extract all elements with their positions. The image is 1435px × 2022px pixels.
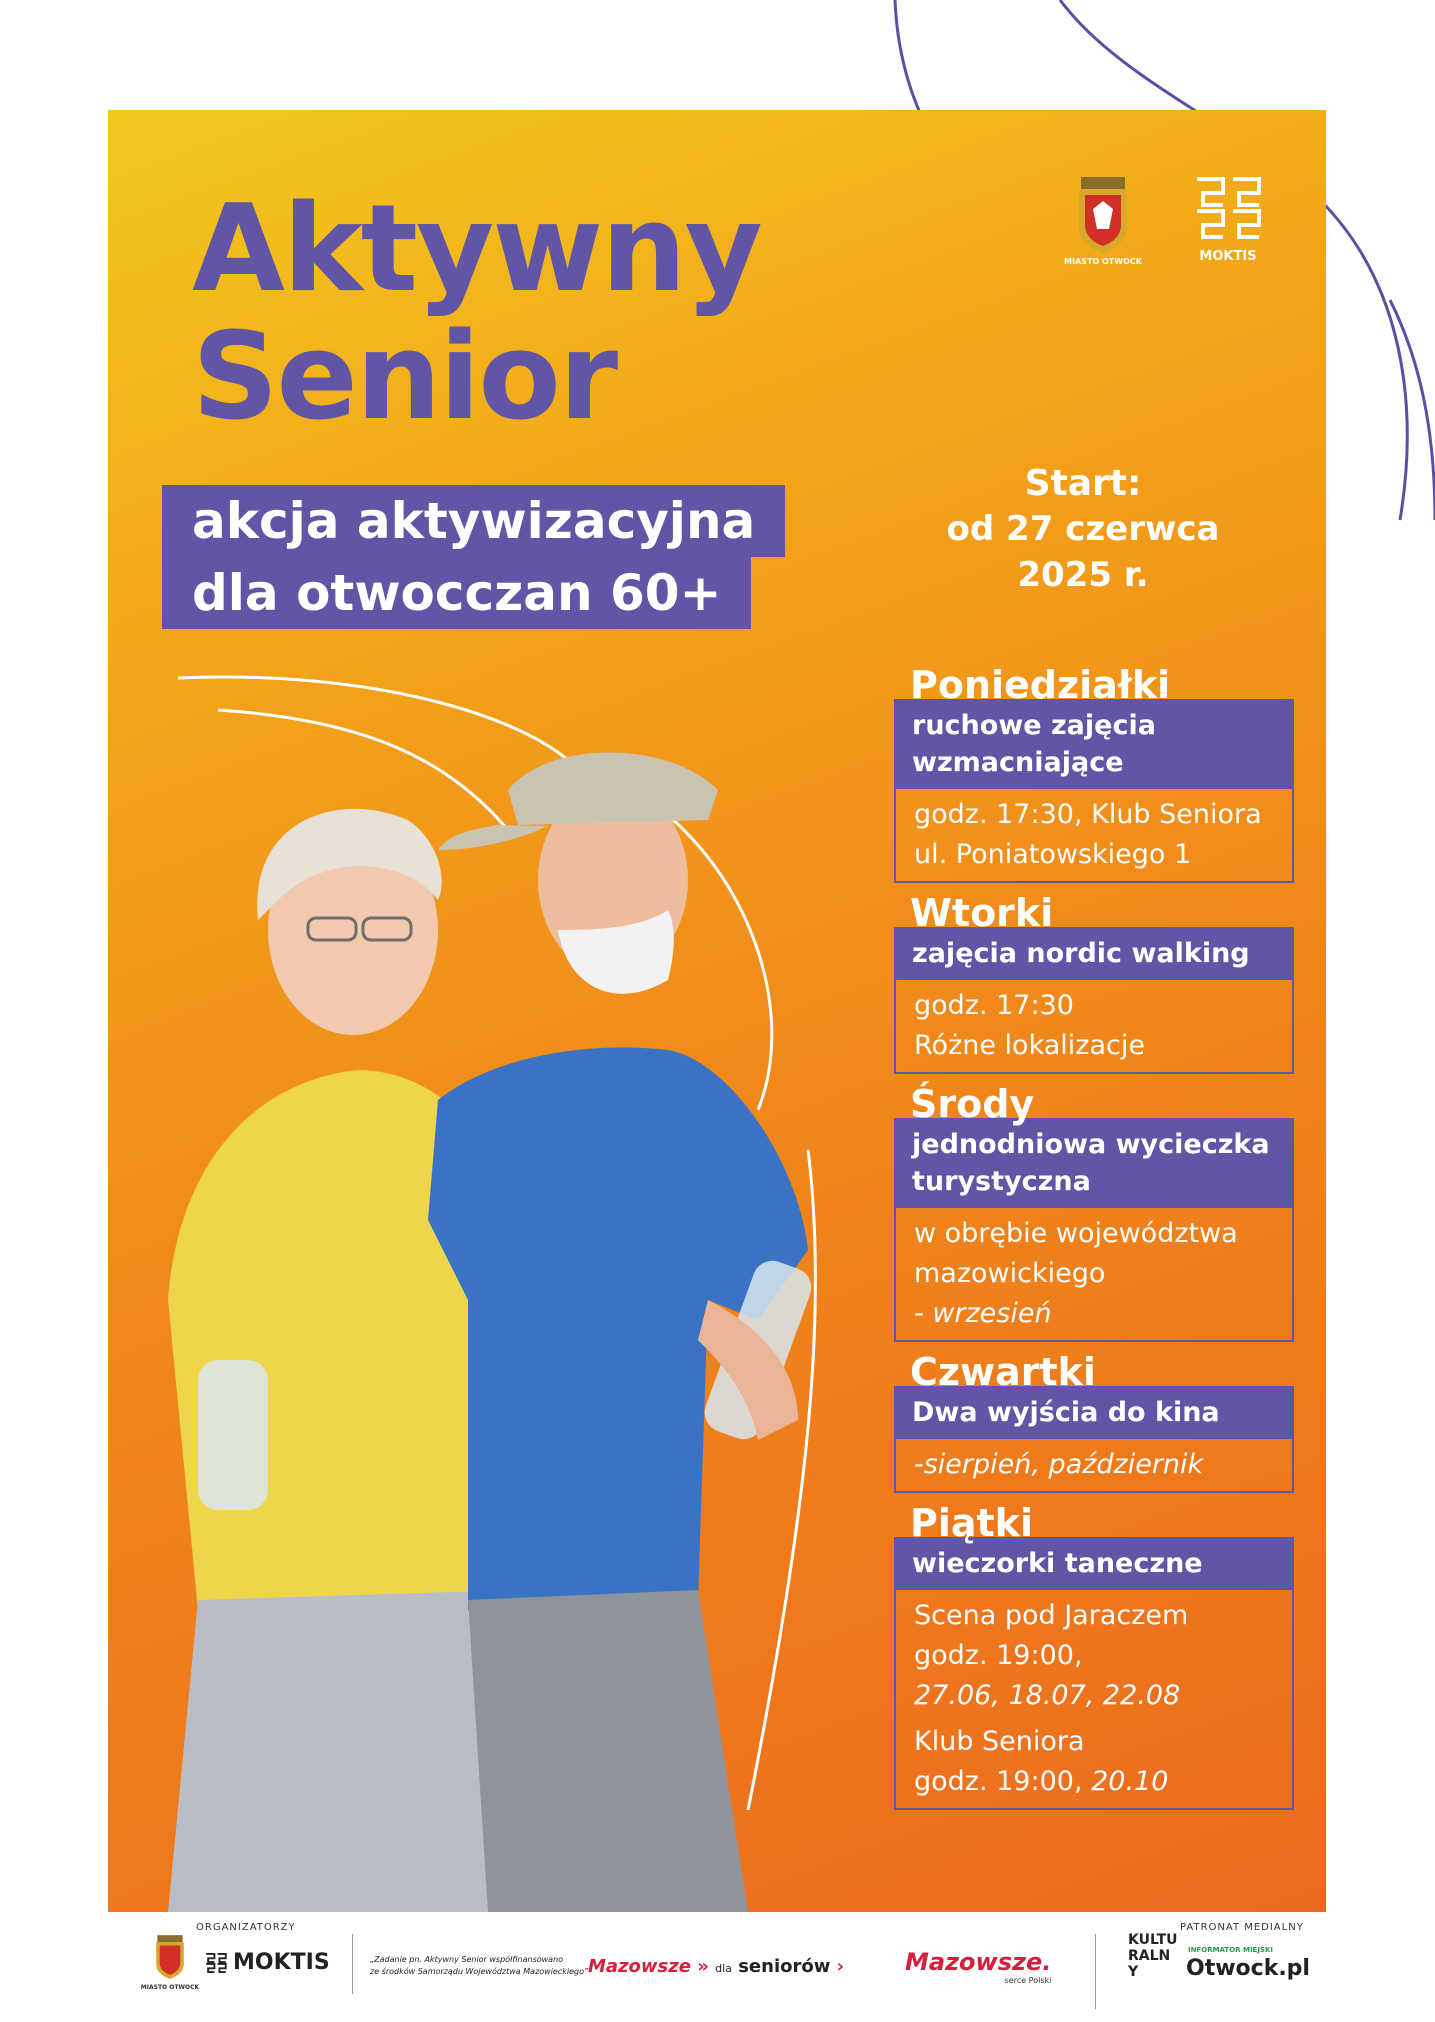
subtitle-line-2: dla otwocczan 60+ <box>162 557 751 629</box>
chevron-right-icon: › <box>836 1956 845 1977</box>
detail-line <box>914 1445 1274 1485</box>
detail-text: Scena pod Jaraczem <box>914 1600 1189 1631</box>
footer-moktis-logo <box>205 1950 330 1975</box>
details-box <box>894 1208 1294 1342</box>
funding-line-2: ze środków Samorządu Województwa Mazowieckiego” <box>370 1967 589 1976</box>
footer <box>0 1912 1435 2022</box>
city-caption: MIASTO OTWOCK <box>1064 257 1142 266</box>
detail-text: 27.06, 18.07, 22.08 <box>914 1680 1181 1711</box>
activity-line: zajęcia nordic walking <box>912 938 1250 969</box>
start-label: Start: <box>1024 463 1142 504</box>
detail-line <box>914 1762 1274 1802</box>
detail-text: w obrębie województwa <box>914 1218 1238 1249</box>
detail-text: Klub Seniora <box>914 1726 1085 1757</box>
detail-text: godz. 19:00, <box>914 1640 1083 1671</box>
detail-text: - wrzesień <box>914 1298 1052 1329</box>
footer-moktis-name: MOKTIS <box>233 1950 330 1975</box>
funding-line-1: „Zadanie pn. Aktywny Senior współfinansowano <box>370 1955 564 1964</box>
weekly-schedule <box>894 665 1294 1820</box>
moktis-icon <box>1193 175 1263 241</box>
schedule-day <box>894 1084 1294 1342</box>
activity-line: jednodniowa wycieczka <box>912 1129 1270 1160</box>
detail-text: Różne lokalizacje <box>914 1030 1145 1061</box>
day-name: Środy <box>910 1082 1035 1126</box>
schedule-day <box>894 893 1294 1074</box>
poster-title <box>192 180 761 447</box>
footer-city-logo <box>140 1934 200 1991</box>
details-box <box>894 1590 1294 1810</box>
subtitle-line-1: akcja aktywizacyjna <box>162 485 785 557</box>
detail-line <box>914 1596 1274 1636</box>
detail-line <box>914 795 1274 835</box>
footer-divider-2 <box>1095 1934 1096 2009</box>
detail-line <box>914 835 1274 875</box>
mazowsze-brand-tagline: serce Polski <box>1004 1976 1052 1985</box>
detail-line <box>914 1636 1274 1676</box>
detail-text: -sierpień, październik <box>914 1449 1204 1480</box>
start-date-line-1: od 27 czerwca <box>946 509 1220 549</box>
media-label: PATRONAT MEDIALNY <box>1180 1922 1304 1933</box>
day-name: Piątki <box>910 1501 1033 1545</box>
day-name: Poniedziałki <box>910 663 1171 707</box>
footer-city-caption: MIASTO OTWOCK <box>140 1984 200 1991</box>
title-line-1: Aktywny <box>192 180 761 319</box>
detail-text: godz. 17:30 <box>914 990 1074 1021</box>
top-logos <box>1063 175 1283 285</box>
activity-box <box>894 1118 1294 1208</box>
day-name: Czwartki <box>910 1350 1096 1394</box>
moktis-caption: MOKTIS <box>1199 249 1257 264</box>
detail-italic-suffix: 20.10 <box>1091 1766 1169 1797</box>
detail-text: godz. 17:30, Klub Seniora <box>914 799 1262 830</box>
mazowsze-seniors-logo <box>588 1956 844 1977</box>
mazowsze-part1: Mazowsze <box>588 1956 691 1977</box>
details-box <box>894 789 1294 883</box>
funding-note <box>370 1954 588 1978</box>
activity-line: ruchowe zajęcia <box>912 710 1156 741</box>
detail-line <box>914 1214 1274 1254</box>
man-figure <box>428 753 817 1913</box>
activity-line: turystyczna <box>912 1166 1091 1197</box>
activity-line: wieczorki taneczne <box>912 1548 1203 1579</box>
activity-line: wzmacniające <box>912 747 1124 778</box>
detail-line <box>914 986 1274 1026</box>
footer-divider <box>352 1934 353 1994</box>
city-crest-logo <box>1063 175 1143 285</box>
mazowsze-brand-name: Mazowsze. <box>905 1948 1052 1976</box>
detail-text: godz. 19:00, <box>914 1766 1092 1797</box>
title-line-2: Senior <box>192 308 616 447</box>
crest-icon <box>1075 175 1131 255</box>
start-info <box>918 462 1248 598</box>
detail-text: mazowickiego <box>914 1258 1106 1289</box>
organizers-label: ORGANIZATORZY <box>196 1922 296 1933</box>
detail-text: ul. Poniatowskiego 1 <box>914 839 1192 870</box>
footer-crest-icon <box>153 1934 187 1980</box>
activity-box <box>894 699 1294 789</box>
start-date-line-2: 2025 r. <box>1017 555 1149 595</box>
otwock-pl-logo: Otwock.pl <box>1186 1956 1310 1981</box>
details-box <box>894 980 1294 1074</box>
informator-label: INFORMATOR MIEJSKI <box>1188 1946 1274 1954</box>
detail-line <box>914 1254 1274 1294</box>
detail-line <box>914 1294 1274 1334</box>
poster <box>108 110 1326 1912</box>
mazowsze-brand-logo <box>905 1948 1051 1985</box>
schedule-day <box>894 1503 1294 1810</box>
schedule-day <box>894 1352 1294 1493</box>
mazowsze-part3: seniorów <box>738 1956 831 1977</box>
schedule-day <box>894 665 1294 883</box>
arrows-icon: » <box>697 1956 709 1977</box>
kulturalny-logo: KULTURALNY <box>1128 1932 1178 1980</box>
seniors-photo <box>108 600 928 1912</box>
details-box <box>894 1439 1294 1493</box>
detail-line <box>914 1722 1274 1762</box>
activity-line: Dwa wyjścia do kina <box>912 1397 1220 1428</box>
day-name: Wtorki <box>910 891 1054 935</box>
footer-moktis-icon <box>205 1952 227 1974</box>
moktis-logo <box>1183 175 1273 285</box>
detail-line <box>914 1676 1274 1716</box>
detail-line <box>914 1026 1274 1066</box>
mazowsze-part2: dla <box>715 1962 732 1975</box>
